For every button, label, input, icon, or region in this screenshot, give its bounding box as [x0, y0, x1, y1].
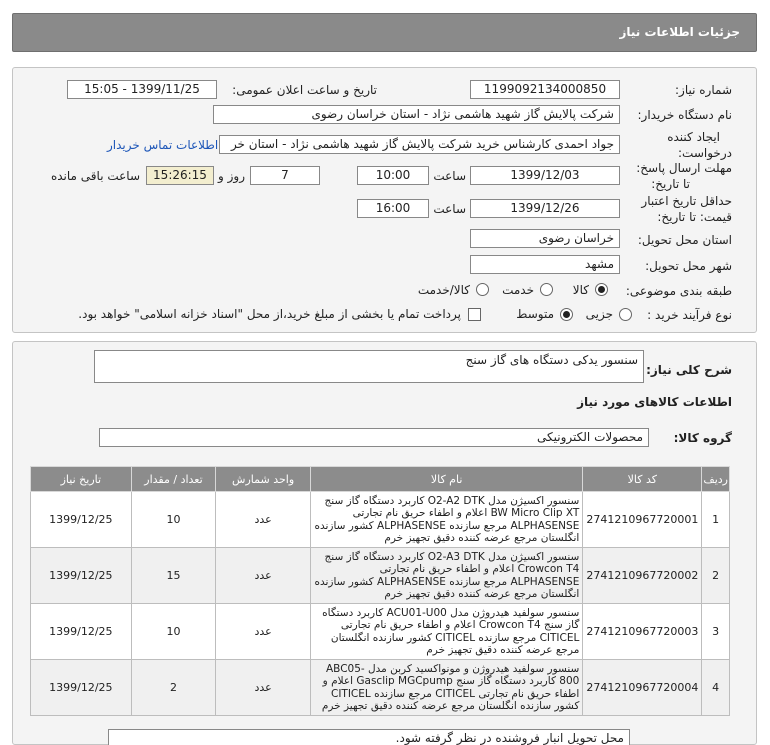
row-number: 1	[702, 492, 730, 548]
process-radio-medium[interactable]	[560, 308, 573, 321]
item-unit: عدد	[216, 604, 311, 660]
process-radio-minor[interactable]	[619, 308, 632, 321]
announce-datetime-field[interactable]: 1399/11/25 - 15:05	[67, 80, 217, 99]
item-unit: عدد	[216, 492, 311, 548]
remaining-time-label: ساعت باقی مانده	[50, 169, 140, 183]
goods-section-title: اطلاعات کالاهای مورد نیاز	[577, 395, 732, 409]
item-date: 1399/12/25	[31, 548, 132, 604]
goods-group-label: گروه کالا:	[673, 431, 732, 445]
col-code: کد کالا	[583, 467, 702, 492]
item-name: سنسور اکسیژن مدل O2-A3 DTK کاربرد دستگاه گاز سنج Crowcon T4 اعلام و اطفاء حریق نام تجارتی ALPHASENSE مرجع سازنده ALPHASENSE کشور سازنده انگلستان مرجع عرضه کننده دقیق تجهیز خرم	[310, 548, 582, 604]
item-code: 2741210967720002	[583, 548, 702, 604]
col-date: تاریخ نیاز	[31, 467, 132, 492]
item-qty: 10	[131, 604, 216, 660]
validity-date-field[interactable]: 1399/12/26	[470, 199, 620, 218]
item-qty: 10	[131, 492, 216, 548]
row-number: 4	[702, 660, 730, 716]
process-label: نوع فرآیند خرید :	[647, 308, 732, 322]
item-code: 2741210967720001	[583, 492, 702, 548]
creator-label: ایجاد کننده	[667, 130, 720, 144]
item-name: سنسور سولفید هیدروژن و مونواکسید کربن مدل ABC05-800 کاربرد دستگاه گاز سنج Gasclip MGCpump اعلام و اطفاء حریق نام تجارتی CITICEL مرجع سازنده CITICEL کشور سازنده انگلستان مرجع عرضه کننده دقیق تجهیز خرم	[310, 660, 582, 716]
deadline-time-label: ساعت	[433, 169, 466, 183]
item-qty: 2	[131, 660, 216, 716]
category-option-goods-service: کالا/خدمت	[417, 283, 470, 297]
category-option-service: خدمت	[502, 283, 534, 297]
item-date: 1399/12/25	[31, 660, 132, 716]
validity-time-field[interactable]: 16:00	[357, 199, 429, 218]
deadline-time-field[interactable]: 10:00	[357, 166, 429, 185]
item-unit: عدد	[216, 548, 311, 604]
deadline-days-label: روز و	[218, 169, 245, 183]
item-date: 1399/12/25	[31, 604, 132, 660]
process-option-minor: جزیی	[585, 307, 613, 321]
goods-group-field[interactable]: محصولات الکترونیکی	[99, 428, 649, 447]
buyer-contact-link[interactable]: اطلاعات تماس خریدار	[107, 138, 219, 152]
treasury-note: پرداخت تمام یا بخشی از مبلغ خرید،از محل "اسناد خزانه اسلامی" خواهد بود.	[78, 307, 461, 321]
need-number-field[interactable]: 1199092134000850	[470, 80, 620, 99]
item-name: سنسور سولفید هیدروژن مدل ACU01-U00 کاربرد دستگاه گاز سنج Crowcon T4 اعلام و اطفاء حریق نام تجارتی CITICEL مرجع سازنده CITICEL کشور سازنده انگلستان مرجع عرضه کننده دقیق تجهیز خرم	[310, 604, 582, 660]
treasury-checkbox[interactable]	[468, 308, 481, 321]
col-row: ردیف	[702, 467, 730, 492]
page-title: جزئیات اطلاعات نیاز	[619, 25, 740, 39]
process-option-medium: متوسط	[516, 307, 554, 321]
announce-label: تاریخ و ساعت اعلان عمومی:	[232, 83, 377, 97]
summary-label: شرح کلی نیاز:	[646, 363, 732, 377]
need-number-label: شماره نیاز:	[675, 83, 732, 97]
col-unit: واحد شمارش	[216, 467, 311, 492]
buyer-org-field[interactable]: شرکت پالایش گاز شهید هاشمی نژاد - استان خراسان رضوی	[213, 105, 620, 124]
province-label: استان محل تحویل:	[637, 233, 732, 247]
col-name: نام کالا	[310, 467, 582, 492]
item-code: 2741210967720003	[583, 604, 702, 660]
deadline-date-field[interactable]: 1399/12/03	[470, 166, 620, 185]
goods-table	[30, 466, 730, 716]
table-row[interactable]	[31, 492, 730, 548]
table-row[interactable]	[31, 660, 730, 716]
city-label: شهر محل تحویل:	[645, 259, 732, 273]
table-row[interactable]	[31, 604, 730, 660]
row-number: 2	[702, 548, 730, 604]
item-date: 1399/12/25	[31, 492, 132, 548]
page-header	[12, 13, 757, 52]
deadline-label-2: تا تاریخ:	[651, 177, 690, 191]
deadline-label: مهلت ارسال پاسخ:	[636, 161, 732, 175]
category-radio-goods[interactable]	[595, 283, 608, 296]
province-field[interactable]: خراسان رضوی	[470, 229, 620, 248]
col-qty: تعداد / مقدار	[131, 467, 216, 492]
buyer-org-label: نام دستگاه خریدار:	[637, 108, 732, 122]
category-radio-service[interactable]	[540, 283, 553, 296]
row-number: 3	[702, 604, 730, 660]
creator-label-2: درخواست:	[678, 146, 732, 160]
creator-field[interactable]: جواد احمدی کارشناس خرید شرکت پالایش گاز شهید هاشمی نژاد - استان خر	[219, 135, 620, 154]
deadline-days-field[interactable]: 7	[250, 166, 320, 185]
item-qty: 15	[131, 548, 216, 604]
item-code: 2741210967720004	[583, 660, 702, 716]
category-radio-goods-service[interactable]	[476, 283, 489, 296]
city-field[interactable]: مشهد	[470, 255, 620, 274]
validity-time-label: ساعت	[433, 202, 466, 216]
validity-label: حداقل تاریخ اعتبار	[641, 194, 732, 208]
goods-table-header	[31, 467, 730, 492]
footer-note-field[interactable]: محل تحویل انبار فروشنده در نظر گرفته شود.	[108, 729, 630, 745]
summary-field[interactable]: سنسور یدکی دستگاه های گاز سنج	[94, 350, 644, 383]
category-option-goods: کالا	[572, 283, 589, 297]
validity-label-2: قیمت: تا تاریخ:	[657, 210, 732, 224]
item-name: سنسور اکسیژن مدل O2-A2 DTK کاربرد دستگاه گاز سنج BW Micro Clip XT اعلام و اطفاء حریق نام تجارتی ALPHASENSE مرجع سازنده ALPHASENSE کشور سازنده انگلستان مرجع عرضه کننده دقیق تجهیز خرم	[310, 492, 582, 548]
category-label: طبقه بندی موضوعی:	[625, 284, 732, 298]
item-unit: عدد	[216, 660, 311, 716]
remaining-time-field: 15:26:15	[146, 166, 214, 185]
table-row[interactable]	[31, 548, 730, 604]
